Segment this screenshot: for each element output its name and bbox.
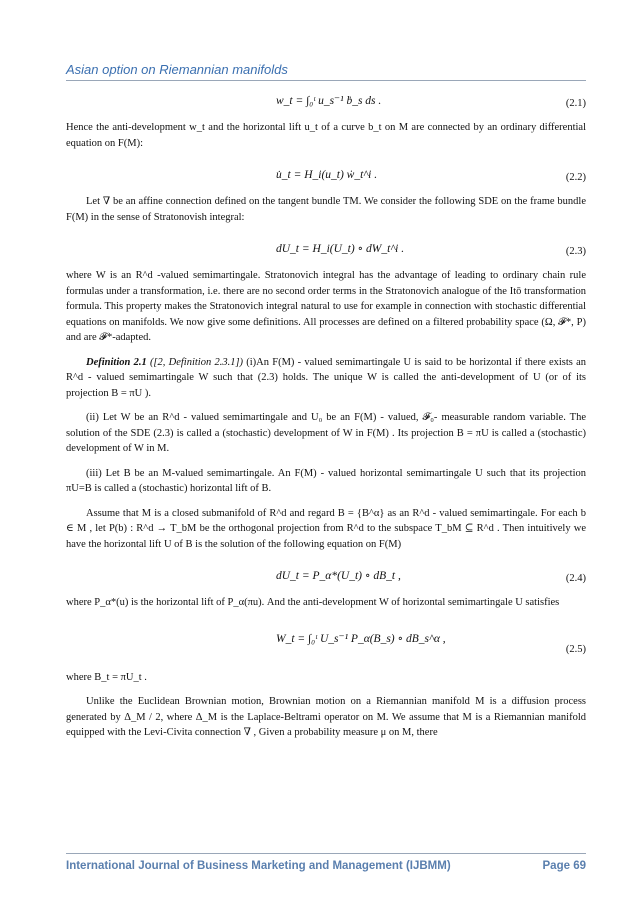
header-rule xyxy=(66,80,586,81)
page-body xyxy=(66,86,586,750)
equation-2-5-number: (2.5) xyxy=(565,643,586,655)
equation-2-2 xyxy=(66,160,586,194)
equation-2-3 xyxy=(66,234,586,268)
paragraph-projection: where B_t = πU_t . xyxy=(66,671,147,683)
equation-2-5-expr: W_t = ∫₀ᵗ U_s⁻¹ P_α(B_s) ∘ dB_s^α , xyxy=(276,632,446,645)
footer-rule xyxy=(66,853,586,854)
equation-2-2-number: (2.2) xyxy=(565,172,586,183)
paragraph-stratonovich: where W is an R^d -valued semimartingale. Stratonovich integral has the advantage of leading to ordinary chain rule formulas under a transformation, i.e. there are no second order terms in the Stratonovich analogue of the Itō transformation formula. This property makes the Stratonovich integral natural to use for example in connection with stochastic differential equations on manifolds. We now give some definitions. All processes are defined on a filtered probability space (Ω, 𝓕*, P) and are 𝓕*-adapted. xyxy=(66,270,586,343)
equation-2-3-number: (2.3) xyxy=(565,246,586,257)
footer-page-number: Page 69 xyxy=(542,860,586,872)
paragraph-brownian-motion: Unlike the Euclidean Brownian motion, Brownian motion on a Riemannian manifold M is a diffusion process generated by Δ_M / 2, where Δ_M is the Laplace-Beltrami operator on M. We assume that M is a Riemannian manifold equipped with the Levi-Civita connection ∇ , Given a probability measure μ on M, there xyxy=(66,696,586,738)
equation-2-4-number: (2.4) xyxy=(565,573,586,584)
equation-2-1 xyxy=(66,86,586,120)
equation-2-2-expr: u̇_t = H_i(u_t) ẇ_t^i . xyxy=(276,169,378,181)
equation-2-1-expr: w_t = ∫₀ᵗ u_s⁻¹ ḃ_s ds . xyxy=(276,95,382,107)
equation-2-3-expr: dU_t = H_i(U_t) ∘ dW_t^i . xyxy=(276,243,405,255)
equation-2-1-number: (2.1) xyxy=(565,98,586,109)
paragraph-closed-submanifold: Assume that M is a closed submanifold of R^d and regard B = {B^α} as an R^d - valued semimartingale. For each b ∈ M , let P(b) : R^d → T_bM be the orthogonal projection from R^d to the subspace T_bM ⊆ R^d . Then intuitively we have the horizontal lift U of B is the solution of the following equation on F(M) xyxy=(66,507,586,550)
paragraph-affine-connection: Let ∇ be an affine connection defined on the tangent bundle TM. We consider the following SDE on the frame bundle F(M) in the sense of Stratonovish integral: xyxy=(66,196,586,223)
running-header: Asian option on Riemannian manifolds xyxy=(66,62,288,77)
paragraph-anti-development: Hence the anti-development w_t and the horizontal lift u_t of a curve b_t on M are connected by an ordinary differential equation on F(M): xyxy=(66,122,586,149)
definition-citation: ([2, Definition 2.3.1]) xyxy=(149,356,244,368)
definition-part-i: (i)An F(M) - valued semimartingale U is said to be horizontal if there exists an R^d - valued semimartingale W such that (2.3) holds. The unique W is called the anti-development of U (or of its projection B = πU ). xyxy=(66,356,587,399)
equation-2-5 xyxy=(66,620,586,670)
definition-title: Definition 2.1 xyxy=(86,356,147,368)
definition-2-1-ii: (ii) Let W be an R^d - valued semimartingale and U₀ be an F(M) - valued, 𝓕₀- measurable random variable. The solution of the SDE (2.3) is called a (stochastic) development of W in F(M) . Its projection B = πU is called a (stochastic) development of W in M. xyxy=(66,412,586,454)
equation-2-4-expr: dU_t = P_α*(U_t) ∘ dB_t , xyxy=(276,570,401,582)
equation-2-4 xyxy=(66,561,586,595)
paragraph-horizontal-lift: where P_α*(u) is the horizontal lift of P_α(πu). And the anti-development W of horizontal semimartingale U satisfies xyxy=(66,597,560,608)
definition-2-1-iii: (iii) Let B be an M-valued semimartingale. An F(M) - valued horizontal semimartingale U such that its projection πU=B is called a (stochastic) horizontal lift of B. xyxy=(66,467,586,494)
footer-journal-name: International Journal of Business Marketing and Management (IJBMM) xyxy=(66,860,451,872)
definition-2-1-i xyxy=(66,355,586,402)
